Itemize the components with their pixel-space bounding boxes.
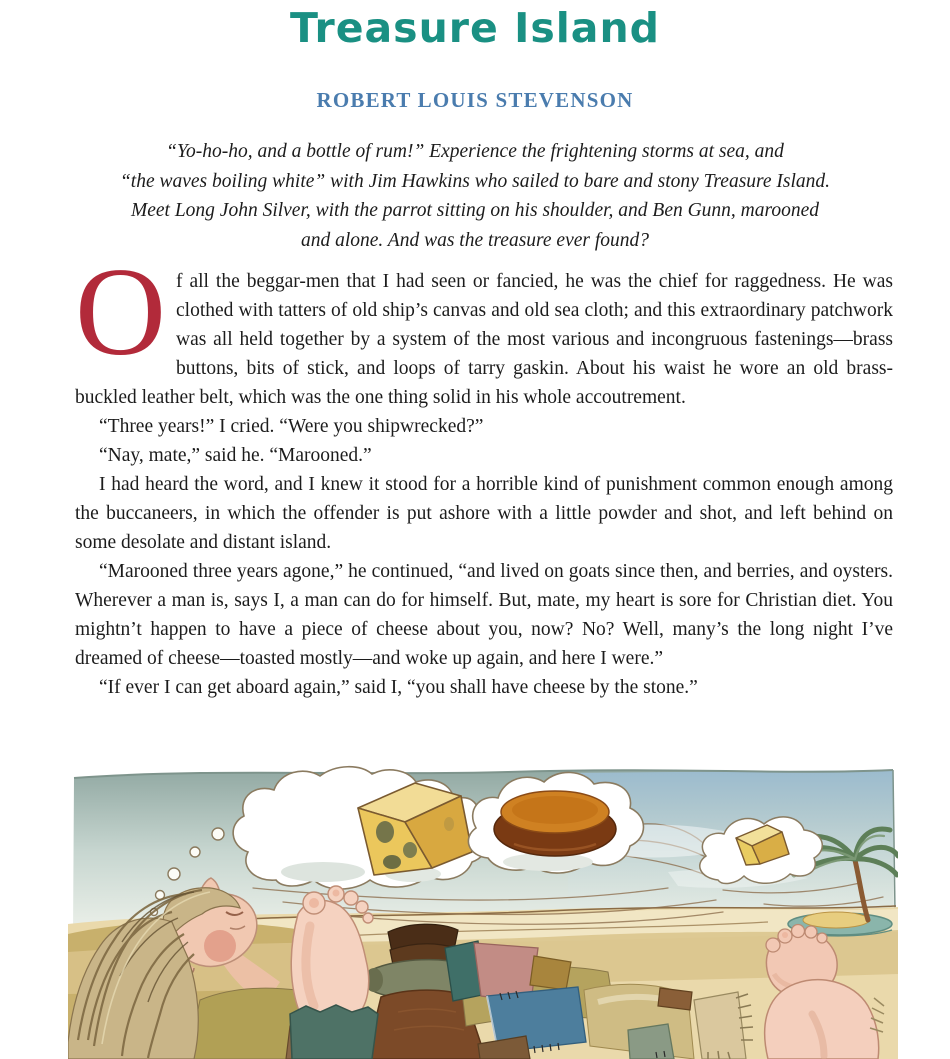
intro-blurb bbox=[70, 137, 880, 255]
toasted-cheese-wheel bbox=[494, 791, 616, 856]
paragraph: “Marooned three years agone,” he continued, “and lived on goats since then, and berries, and oysters. Wherever a man is, says I, a man can do for himself. But, mate, my heart is sore for Christian diet. You mightn’t happen to have a piece of cheese about you, now? No? Well, many’s the long night I’ve dreamed of cheese—toasted mostly—and woke up again, and here I were.” bbox=[75, 561, 893, 669]
intro-line: “Yo-ho-ho, and a bottle of rum!” Experience the frightening storms at sea, and bbox=[166, 141, 784, 162]
rosy-cheek bbox=[204, 930, 236, 962]
paragraph-text: f all the beggar-men that I had seen or fancied, he was the chief for raggedness. He was clothed with tatters of old ship’s canvas and old sea cloth; and this extraordinary patchwork was all held together by a system of the most various and incongruous fastenings—brass buttons, bits of stick, and loops of tarry gaskin. About his waist he wore an old brass-buckled leather belt, which was the one thing solid in his whole accoutrement. bbox=[75, 271, 893, 408]
drop-cap: O bbox=[75, 243, 166, 382]
intro-line: Meet Long John Silver, with the parrot sitting on his shoulder, and Ben Gunn, marooned bbox=[130, 200, 820, 221]
raised-foot bbox=[290, 886, 378, 1059]
illustration-dreaming-of-cheese bbox=[68, 762, 898, 1059]
ragged-cuff bbox=[290, 1005, 378, 1059]
paragraph: I had heard the word, and I knew it stood for a horrible kind of punishment common enough among the buccaneers, in which the offender is put ashore with a little powder and shot, and left behind on some desolate and distant island. bbox=[75, 474, 893, 553]
page-title: Treasure Island bbox=[290, 4, 660, 52]
paragraph: “Three years!” I cried. “Were you shipwrecked?” bbox=[99, 416, 484, 437]
paragraph bbox=[75, 243, 893, 412]
paragraph: “Nay, mate,” said he. “Marooned.” bbox=[99, 445, 372, 466]
excerpt-body bbox=[75, 243, 893, 702]
author-byline: ROBERT LOUIS STEVENSON bbox=[316, 88, 634, 112]
intro-line: and alone. And was the treasure ever found? bbox=[300, 229, 650, 251]
paragraph: “If ever I can get aboard again,” said I, “you shall have cheese by the stone.” bbox=[99, 677, 698, 698]
intro-line: “the waves boiling white” with Jim Hawkins who sailed to bare and stony Treasure Island. bbox=[119, 170, 831, 192]
